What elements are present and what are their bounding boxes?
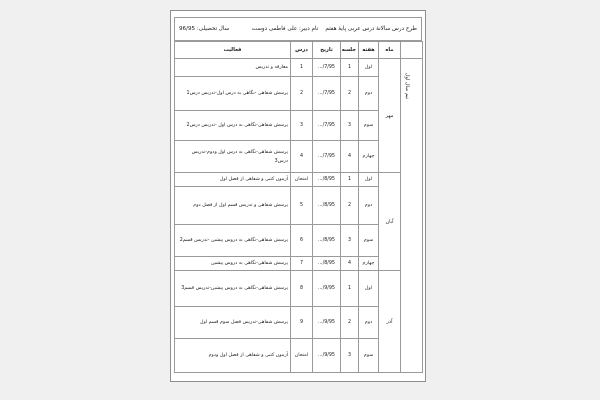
session-cell: 3 [341,339,359,373]
activity-cell: پرسش شفاهی و تدریس قسم اول از فصل دوم [175,187,291,225]
session-cell: 1 [341,173,359,187]
table-row [175,173,423,187]
activity-cell: معارفه و تدریس [175,59,291,77]
lesson-cell: امتحان [291,173,313,187]
header-semester-cell [401,42,423,59]
month-cell-azar [379,271,401,373]
session-cell: 3 [341,111,359,141]
table-row [175,271,423,307]
week-cell: چهارم [359,257,379,271]
activity-cell: پرسش شفاهی-نگاهی به دروس پیشین-تدریس قسم3 [175,271,291,307]
header-title: طرح درس سالانهٔ درس عربی پایهٔ هفتم [325,26,417,32]
activity-cell: پرسش شفاهی-نگاهی به درس اول ودوم-تدریس درس3 [175,141,291,173]
date-cell: 8/95/... [313,257,341,271]
week-cell: اول [359,59,379,77]
week-cell: اول [359,271,379,307]
month-label: مهر [385,112,394,119]
date-cell: 8/95/... [313,173,341,187]
lesson-cell: امتحان [291,339,313,373]
activity-cell: پرسش شفاهی-نگاهی به دروس پیشین [175,257,291,271]
date-cell: 8/95/... [313,225,341,257]
header-teacher: نام دبیر: علی فاطمی دوست [251,26,319,32]
date-cell: 7/95/... [313,141,341,173]
month-cell-mehr [379,59,401,173]
week-cell: چهارم [359,141,379,173]
week-cell: اول [359,173,379,187]
month-label: آذر [386,318,393,325]
table-row [175,59,423,77]
document-page [170,10,426,382]
session-cell: 2 [341,187,359,225]
date-cell: 9/95/... [313,271,341,307]
header-activity: فعالیت [175,42,291,59]
header-session: جلسه [341,42,359,59]
document-header [174,17,422,41]
lesson-cell: 6 [291,225,313,257]
date-cell: 9/95/... [313,339,341,373]
lesson-cell: 1 [291,59,313,77]
header-lesson: درس [291,42,313,59]
lesson-cell: 9 [291,307,313,339]
lesson-cell: 7 [291,257,313,271]
date-cell: 8/95/... [313,187,341,225]
session-cell: 3 [341,225,359,257]
month-label: آبان [385,218,394,225]
header-year: سال تحصیلی: 96/95 [179,26,230,32]
session-cell: 2 [341,77,359,111]
activity-cell: پرسش شفاهی-تدریس فصل سوم قسم اول [175,307,291,339]
activity-cell: آزمون کتبی و شفاهی از فصل اول ودوم [175,339,291,373]
date-cell: 7/95/... [313,77,341,111]
table-header-row [175,42,423,59]
date-cell: 9/95/... [313,307,341,339]
session-cell: 1 [341,271,359,307]
semester-cell [401,59,423,373]
week-cell: سوم [359,339,379,373]
date-cell: 7/95/... [313,59,341,77]
activity-cell: پرسش شفاهی -نگاهی به درس اول-تدریس درس1 [175,77,291,111]
date-cell: 7/95/... [313,111,341,141]
header-month: ماه [379,42,401,59]
activity-cell: پرسش شفاهی-نگاهی به درس اول -تدریس درس2 [175,111,291,141]
semester-label: نیم سال اول [403,72,410,100]
week-cell: سوم [359,111,379,141]
week-cell: دوم [359,307,379,339]
session-cell: 2 [341,307,359,339]
lesson-cell: 2 [291,77,313,111]
lesson-cell: 5 [291,187,313,225]
lesson-plan-table [174,41,423,373]
header-date: تاریخ [313,42,341,59]
lesson-cell: 8 [291,271,313,307]
session-cell: 1 [341,59,359,77]
lesson-cell: 4 [291,141,313,173]
month-cell-aban [379,173,401,271]
week-cell: دوم [359,77,379,111]
week-cell: سوم [359,225,379,257]
activity-cell: پرسش شفاهی-نگاهی به دروس پیشین -تدریس قسم2 [175,225,291,257]
activity-cell: آزمون کتبی و شفاهی از فصل اول [175,173,291,187]
header-week: هفته [359,42,379,59]
lesson-cell: 3 [291,111,313,141]
session-cell: 4 [341,141,359,173]
session-cell: 4 [341,257,359,271]
week-cell: دوم [359,187,379,225]
